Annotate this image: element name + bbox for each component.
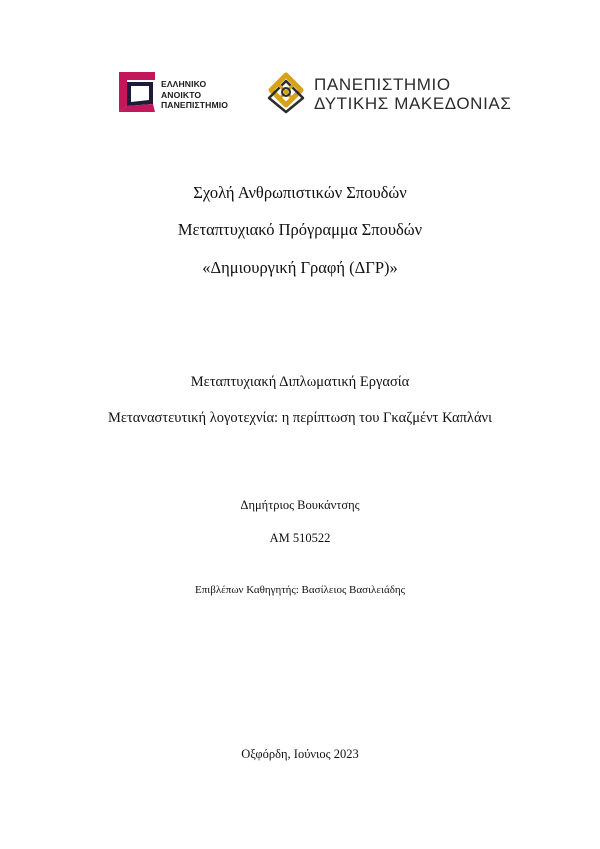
author-name: Δημήτριος Βουκάντσης (240, 498, 360, 512)
uowm-logo-line: ΔΥΤΙΚΗΣ ΜΑΚΕΔΟΝΙΑΣ (314, 94, 512, 113)
eap-logo (117, 70, 237, 116)
thesis-type: Μεταπτυχιακή Διπλωματική Εργασία (190, 374, 410, 390)
school-name: Σχολή Ανθρωπιστικών Σπουδών (193, 183, 407, 202)
eap-logo-line: ΕΛΛΗΝΙΚΟ (161, 79, 207, 89)
uowm-logo (266, 72, 526, 118)
eap-logo-mark (117, 70, 157, 114)
place-date: Οξφόρδη, Ιούνιος 2023 (241, 747, 359, 761)
uowm-logo-line: ΠΑΝΕΠΙΣΤΗΜΙΟ (314, 75, 451, 94)
eap-logo-line: ΑΝΟΙΚΤΟ (161, 89, 202, 100)
program-title: Μεταπτυχιακό Πρόγραμμα Σπουδών (177, 220, 423, 239)
program-name: «Δημιουργική Γραφή (ΔΓΡ)» (202, 258, 398, 277)
eap-logo-line: ΠΑΝΕΠΙΣΤΗΜΙΟ (161, 100, 228, 110)
supervisor: Επιβλέπων Καθηγητής: Βασίλειος Βασιλειάδης (194, 584, 406, 596)
uowm-logo-mark (266, 72, 306, 114)
author-id: ΑΜ 510522 (269, 531, 331, 545)
thesis-title: Μεταναστευτική λογοτεχνία: η περίπτωση του Γκαζμέντ Καπλάνι (107, 410, 493, 426)
uowm-logo-text (314, 75, 511, 113)
eap-logo-text (161, 79, 228, 111)
